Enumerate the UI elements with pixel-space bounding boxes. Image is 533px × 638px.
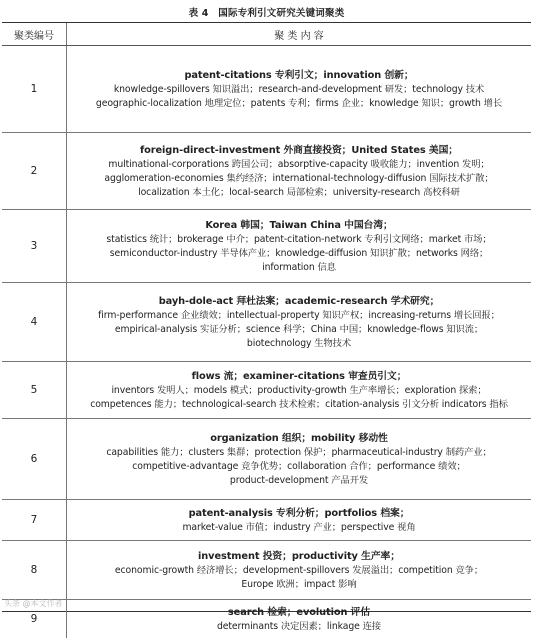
cluster-keyword-line: knowledge-spillovers 知识溢出；research-and-development 研发；technology 技术 xyxy=(113,83,485,95)
table-row xyxy=(2,46,531,133)
cluster-number: 3 xyxy=(2,210,67,282)
cluster-content xyxy=(67,362,531,418)
cluster-keyword-line: market-value 市值；industry 产业；perspective 视角 xyxy=(182,521,416,533)
cluster-content xyxy=(67,419,531,499)
table-row xyxy=(2,541,531,600)
cluster-number: 6 xyxy=(2,419,67,499)
cluster-number: 9 xyxy=(2,600,67,638)
cluster-content xyxy=(67,541,531,599)
cluster-keyword-line: product-development 产品开发 xyxy=(229,474,369,486)
cluster-head-keywords: organization 组织；mobility 移动性 xyxy=(210,432,388,444)
cluster-content xyxy=(67,46,531,132)
cluster-content xyxy=(67,133,531,209)
cluster-number: 1 xyxy=(2,46,67,132)
cluster-content xyxy=(67,210,531,282)
table-body xyxy=(2,46,531,638)
cluster-content xyxy=(67,500,531,540)
cluster-head-keywords: patent-citations 专利引文；innovation 创新； xyxy=(184,69,414,81)
cluster-keyword-line: information 信息 xyxy=(262,261,336,273)
table-header xyxy=(2,23,531,46)
cluster-keyword-line: empirical-analysis 实证分析；science 科学；China 中国；knowledge-flows 知识流； xyxy=(114,323,484,335)
cluster-keyword-line: competences 能力；technological-search 技术检索；citation-analysis 引文分析 indicators 指标 xyxy=(90,398,508,410)
table-row xyxy=(2,283,531,362)
cluster-keyword-line: localization 本土化；local-search 局部检索；university-research 高校科研 xyxy=(138,186,460,198)
cluster-keyword-line: inventors 发明人；models 模式；productivity-growth 生产率增长；exploration 探索； xyxy=(111,384,487,396)
table-row xyxy=(2,500,531,541)
cluster-number: 2 xyxy=(2,133,67,209)
cluster-head-keywords: foreign-direct-investment 外商直接投资；United States 美国； xyxy=(139,144,458,156)
cluster-content xyxy=(67,600,531,638)
table-row xyxy=(2,362,531,419)
cluster-keyword-line: Europe 欧洲；impact 影响 xyxy=(241,578,357,590)
keyword-cluster-table xyxy=(2,22,531,632)
cluster-keyword-line: agglomeration-economies 集约经济；international-technology-diffusion 国际技术扩散； xyxy=(104,172,494,184)
cluster-head-keywords: bayh-dole-act 拜杜法案；academic-research 学术研究； xyxy=(158,295,440,307)
cluster-keyword-line: capabilities 能力；clusters 集群；protection 保护；pharmaceutical-industry 制药产业； xyxy=(106,446,492,458)
cluster-keyword-line: competitive-advantage 竞争优势；collaboration 合作；performance 绩效； xyxy=(132,460,466,472)
table-row xyxy=(2,419,531,500)
cluster-keyword-line: economic-growth 经济增长；development-spillovers 发展溢出；competition 竞争； xyxy=(114,564,484,576)
cluster-keyword-line: multinational-corporations 跨国公司；absorptive-capacity 吸收能力；invention 发明； xyxy=(108,158,490,170)
header-cluster-number: 聚类编号 xyxy=(2,23,67,45)
cluster-head-keywords: investment 投资；productivity 生产率； xyxy=(198,550,400,562)
cluster-keyword-line: semiconductor-industry 半导体产业；knowledge-diffusion 知识扩散；networks 网络； xyxy=(109,247,489,259)
cluster-keyword-line: firm-performance 企业绩效；intellectual-property 知识产权；increasing-returns 增长回报； xyxy=(98,309,500,321)
cluster-number: 8 xyxy=(2,541,67,599)
cluster-keyword-line: geographic-localization 地理定位；patents 专利；firms 企业；knowledge 知识；growth 增长 xyxy=(95,97,503,109)
cluster-keyword-line: statistics 统计；brokerage 中介；patent-citation-network 专利引文网络；market 市场； xyxy=(106,233,492,245)
cluster-keyword-line: biotechnology 生物技术 xyxy=(246,337,352,349)
cluster-number: 4 xyxy=(2,283,67,361)
cluster-keyword-line: determinants 决定因素；linkage 连接 xyxy=(216,620,382,632)
cluster-head-keywords: Korea 韩国；Taiwan China 中国台湾； xyxy=(205,219,393,231)
cluster-head-keywords: flows 流；examiner-citations 审查员引文； xyxy=(191,370,407,382)
watermark: 头条 @本文作者 xyxy=(4,599,63,608)
cluster-content xyxy=(67,283,531,361)
cluster-head-keywords: search 检索；evolution 评估 xyxy=(227,606,371,618)
cluster-head-keywords: patent-analysis 专利分析；portfolios 档案； xyxy=(188,507,410,519)
cluster-number: 5 xyxy=(2,362,67,418)
table-row xyxy=(2,210,531,283)
header-cluster-content: 聚 类 内 容 xyxy=(274,30,324,42)
table-row xyxy=(2,133,531,210)
table-title: 表 4 国际专利引文研究关键词聚类 xyxy=(188,8,345,19)
cluster-number: 7 xyxy=(2,500,67,540)
table-row xyxy=(2,600,531,638)
